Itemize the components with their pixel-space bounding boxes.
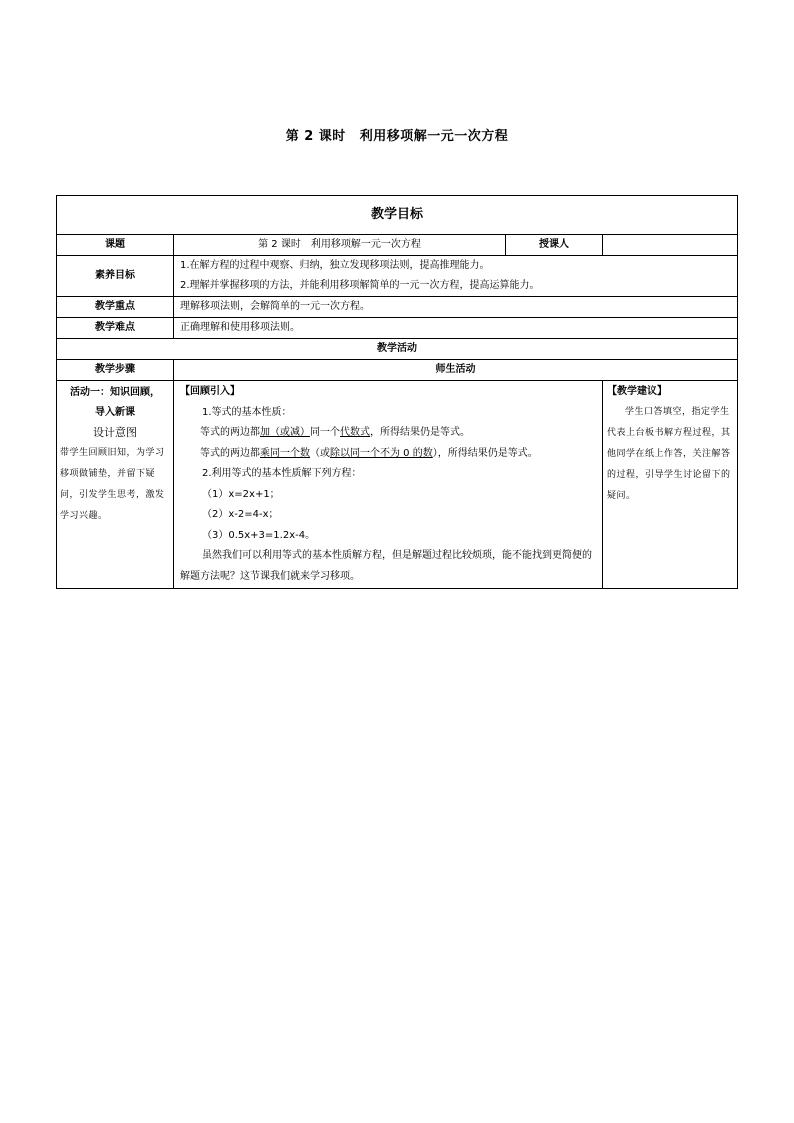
- difficulty-value: 正确理解和使用移项法则。: [174, 318, 738, 339]
- key-point-label: 教学重点: [57, 297, 174, 318]
- property-heading: 1.等式的基本性质：: [202, 406, 292, 418]
- teacher-student-label: 师生活动: [174, 360, 738, 381]
- teacher-label: 授课人: [506, 235, 603, 256]
- activity-step-cell: [57, 381, 174, 589]
- exercise-heading: 2.利用等式的基本性质解下列方程：: [202, 468, 362, 479]
- equation-1: （1）x=2x+1；: [202, 488, 280, 500]
- course-label: 课题: [57, 235, 174, 256]
- activity-subtitle: 导入新课: [95, 407, 135, 418]
- equation-2: （2）x-2=4-x；: [202, 509, 279, 520]
- equation-3: （3）0.5x+3=1.2x-4。: [202, 529, 316, 541]
- suggestion-text: 学生口答填空，指定学生代表上台板书解方程过程，其他同学在纸上作答，关注解答的过程，引导学生讨论留下的疑问。: [607, 407, 731, 501]
- objectives-header: 教学目标: [57, 196, 738, 235]
- teaching-suggestion-cell: [603, 381, 738, 589]
- review-title: 【回顾引入】: [180, 386, 240, 397]
- literacy-item: 2.理解并掌握移项的方法，并能利用移项解简单的一元一次方程，提高运算能力。: [180, 280, 540, 291]
- literacy-objectives: [174, 256, 738, 297]
- property-multiplication: 等式的两边都乘同一个数（或除以同一个不为 0 的数），所得结果仍是等式。: [200, 447, 538, 459]
- literacy-item: 1.在解方程的过程中观察、归纳，独立发现移项法则，提高推理能力。: [180, 260, 490, 271]
- closing-text: 虽然我们可以利用等式的基本性质解方程，但是解题过程比较烦琐，能不能找到更简便的解题方法呢？这节课我们就来学习移项。: [180, 550, 592, 582]
- design-intent-text: 带学生回顾旧知，为学习移项做铺垫，并留下疑问，引发学生思考，激发学习兴趣。: [60, 448, 165, 521]
- activities-header: 教学活动: [57, 339, 738, 360]
- activity-content-cell: [174, 381, 603, 589]
- lesson-number: 第 2 课时: [285, 129, 346, 144]
- steps-label: 教学步骤: [57, 360, 174, 381]
- page-title: [0, 125, 794, 144]
- lesson-topic: 利用移项解一元一次方程: [359, 129, 509, 144]
- activity-title: 活动一：知识回顾，: [70, 387, 160, 398]
- property-addition: 等式的两边都加（或减）同一个代数式，所得结果仍是等式。: [200, 427, 470, 438]
- difficulty-label: 教学难点: [57, 318, 174, 339]
- design-intent-title: 设计意图: [93, 426, 137, 439]
- key-point-value: 理解移项法则，会解简单的一元一次方程。: [174, 297, 738, 318]
- teacher-value: [603, 235, 738, 256]
- lesson-plan-table: [56, 195, 738, 589]
- literacy-label: 素养目标: [57, 256, 174, 297]
- suggestion-title: 【教学建议】: [607, 386, 667, 397]
- course-value: 第 2 课时 利用移项解一元一次方程: [174, 235, 506, 256]
